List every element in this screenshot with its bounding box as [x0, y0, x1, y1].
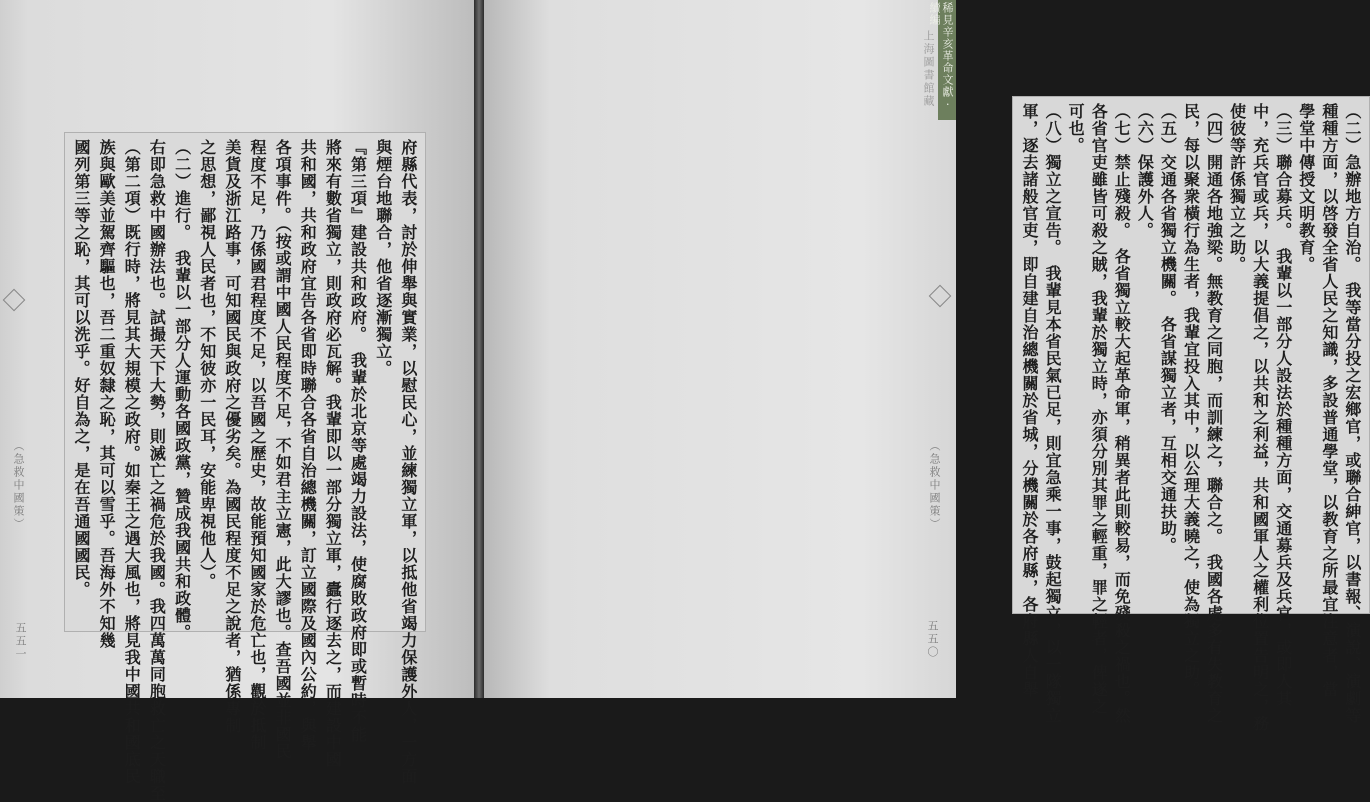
- page-number-left: 五五一: [14, 622, 27, 661]
- text-column: 將來有數省獨立，則政府必瓦解。我輩即以一部分獨立軍，蠹行逐去之，而建設中國: [323, 139, 343, 768]
- text-column: 可也。: [1066, 103, 1086, 154]
- banner-title: 稀見辛亥革命文獻 · 續編: [928, 2, 954, 107]
- text-column: 軍，逐去諸般官吏，即自建自治總機關於省城，分機關於各府縣，各府縣人自舉: [1020, 103, 1039, 698]
- text-column: 種種方面，以啓發全省人民之知識，多設普通學堂，以教育之所最宜注意者，當: [1319, 103, 1339, 698]
- text-column: 使彼等許係獨立之助。: [1227, 103, 1247, 273]
- text-column: （第二項）既行時，將見其大規模之政府。如秦王之遇大風也，將見我中國共和國底民: [122, 139, 142, 785]
- book-gutter: [474, 0, 484, 698]
- page-number-right: 五五〇: [926, 620, 939, 659]
- text-column: 國列第三等之恥，其可以洗乎。好自為之，是在吾通國國民。: [72, 139, 91, 598]
- text-column: （八）獨立之宣告。 我輩見本省民氣已足，則宜急乘一事，鼓起獨立，以一隊獨立: [1043, 103, 1063, 724]
- text-column: 學堂中傳授文明教育。: [1296, 103, 1316, 273]
- scanned-text-block-right: [1012, 96, 1370, 732]
- text-column: （三）聯合募兵。 我輩以一部分人設法於種種方面，交通募兵及兵官，或即人其: [1273, 103, 1293, 707]
- text-column: 府縣代表，討於伸舉與實業，以慰民心，並練獨立軍，以抵他省竭力保護外人，一方面: [398, 139, 418, 785]
- text-column: （五）交通各省獨立機關。 各省謀獨立者，互相交通扶助。: [1158, 103, 1178, 554]
- left-page: [0, 0, 474, 802]
- right-page: [484, 0, 1362, 732]
- text-column: （二）進行。 我輩以一部分人運動各國政黨，贊成我國共和政體。: [172, 139, 192, 641]
- text-column: 族與歐美並駕齊驅也，吾二重奴隸之恥，其可以雪乎。吾海外不知幾: [97, 139, 117, 649]
- text-column: （二）急辦地方自治。 我等當分投之宏鄉官，或聯合紳官，以書報、演說、演劇等: [1342, 103, 1362, 724]
- text-column: 美貨及浙江路事，可知國民與政府之優劣矣。為國民程度不足之說者，猶係專制: [222, 139, 242, 734]
- text-column: 與煙台地聯合，他省逐漸獨立。: [373, 139, 393, 377]
- ornament-icon: [929, 285, 952, 308]
- scanned-text-block-left: [64, 132, 426, 802]
- text-column: （七）禁止殘殺。 各省獨立較大起革命軍，稍異者此則較易，而免殘殺之禍也。然: [1112, 103, 1132, 724]
- ornament-icon: [3, 289, 26, 312]
- text-column: 各省官吏雖皆可殺之賊，我輩於獨立時，亦須分別其罪之輕重，罪之輕者，俾遂之: [1089, 103, 1109, 715]
- text-column: 之思想，鄙視人民者也，不知彼亦一民耳，安能卑視他人）。: [197, 139, 217, 590]
- text-column: 共和國，共和政府宜告各省即時聯合各省自治總機關，訂立國際及國內公約，與舉: [298, 139, 318, 751]
- running-title-right: （急救中國策）: [928, 440, 941, 531]
- text-column: 『第三項』建設共和政府。 我輩於北京等處竭力設法，使腐敗政府即或暫時不能: [348, 139, 368, 743]
- text-column: （四）開通各地強梁。無教育之同胞，而訓練之，聯合之。 我國各處多有失教育之: [1204, 103, 1224, 724]
- library-stamp: 上海圖書館藏: [922, 30, 935, 108]
- text-column: 右即急救中國辦法也。試撮天下大勢，則滅亡之禍危於我國。我四萬萬同胞救亡之天職至: [147, 139, 167, 802]
- running-title-left: （急救中國策）: [12, 440, 25, 531]
- text-column: （六）保護外人。: [1135, 103, 1155, 239]
- text-columns-left: [72, 139, 418, 802]
- text-column: 中，充兵官或兵，以大義提倡之，以共和之利益，共和國軍人之權利位置告明之，務: [1250, 103, 1270, 732]
- text-columns-right: [1020, 103, 1362, 732]
- text-column: 程度不足，乃係國君程度不足，以吾國之歷史，故能預知國家於危亡也，觀於抵制: [247, 139, 267, 751]
- text-column: 各項事件。（按或謂中國人民程度不足，不如君主立憲，此大謬也。查吾國並非國民: [273, 139, 293, 760]
- text-column: 民，每以聚衆橫行為生者，我輩宜投入其中，以公理大義曉之，使為獨立之助。: [1181, 103, 1201, 698]
